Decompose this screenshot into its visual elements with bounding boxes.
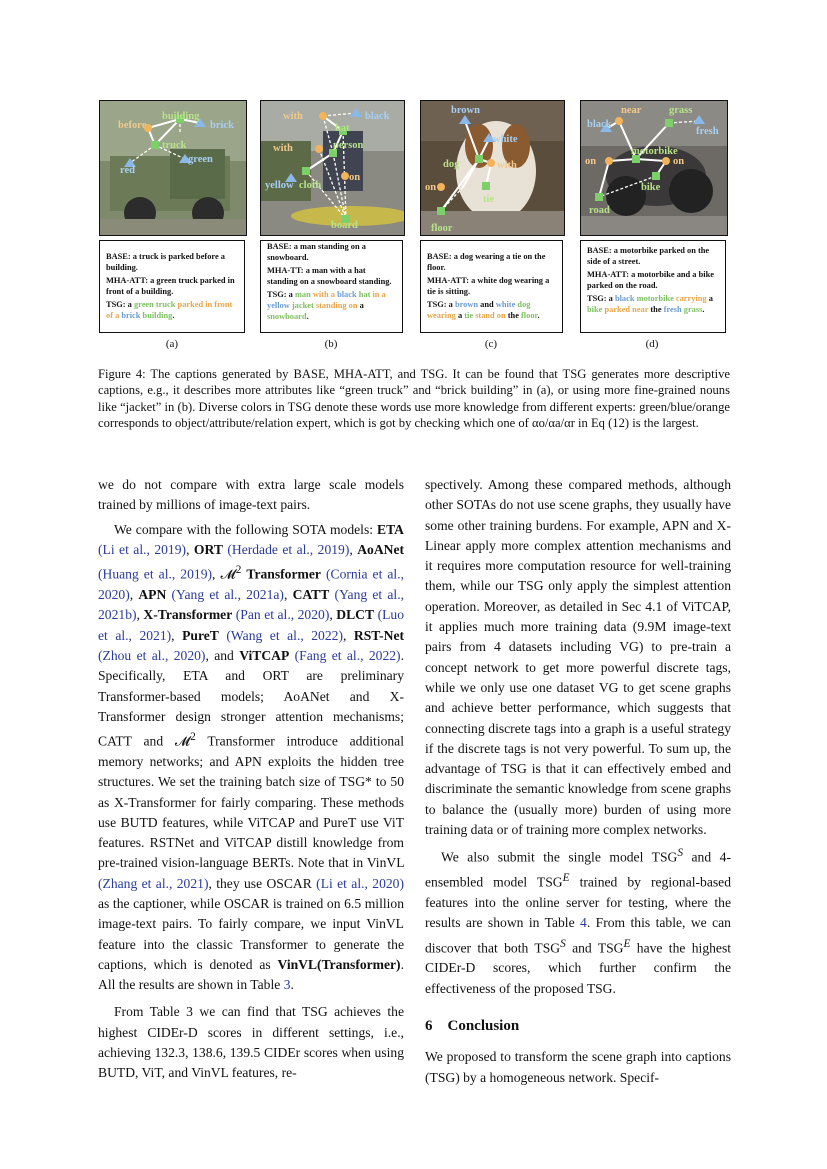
subfigure-label-d: (d) (645, 338, 659, 350)
label-cloth: cloth (299, 180, 322, 191)
tsg-token: and (478, 300, 496, 310)
tsg-token: standing on (313, 300, 358, 310)
label-with-2: with (273, 143, 293, 154)
panel-b-image (260, 100, 405, 236)
label-red: red (120, 165, 135, 176)
label-tie: tie (483, 194, 495, 205)
tsg-token: grass (683, 304, 703, 314)
label-black: black (587, 119, 612, 130)
tsg-caption: TSG: a green truck parked in front of a brick building. (106, 300, 233, 320)
label-white: white (493, 134, 518, 145)
tsg-caption: TSG: a black motorbike carrying a bike parked near the fresh grass. (587, 294, 713, 314)
panel-a-image (99, 100, 247, 236)
tsg-token: green (133, 300, 154, 310)
label-near: near (621, 105, 642, 116)
label-green: green (188, 154, 213, 165)
label-on-1: on (585, 156, 597, 167)
tsg-caption: TSG: a brown and white dog wearing a tie stand on the floor. (427, 300, 540, 320)
tsg-token: . (306, 311, 309, 321)
right-paragraph-1: spectively. Among these compared methods, although other SOTAs do not use scene graphs, they usually have some other training burdens. For example, APN and X-Linear apply more complex attention mechanisms and it requires more computation resource for well-training them, while our TSG only apply the simplest attention operation. Moreover, as detailed in Sec 4.1 of ViTCAP, it applies much more training data (9.9M image-text pairs from 4 datasets including VG) to pre-train a concept network to get more powerful discrete tags, while we only use one dataset VG to get scene graphs and achieve better performance, which suggests that connecting discrete tags into a graph is a useful strategy if the discrete tags is not very powerful. To sum up, the advantage of TSG is that it can effectively embed and discriminate the semantic knowledge from scene graphs to balance the (usually more) burden of using more training data or of training more complex networks. (425, 477, 731, 838)
label-brick: brick (210, 120, 234, 131)
tsg-token: fresh (663, 304, 682, 314)
label-truck: truck (162, 140, 187, 151)
mha-caption: MHA-ATT: a green truck parked in front of a building. (106, 276, 235, 296)
label-before: before (118, 120, 147, 131)
tsg-token: wearing (427, 310, 456, 320)
mha-caption: MHA-ATT: a white dog wearing a tie is sitting. (427, 276, 550, 296)
label-yellow: yellow (265, 180, 294, 191)
base-caption: BASE: a dog wearing a tie on the floor. (427, 252, 546, 272)
tsg-token: white (495, 300, 516, 310)
tsg-token: building (140, 310, 173, 320)
label-fresh: fresh (696, 126, 719, 137)
panel-b-captions (260, 240, 403, 333)
tsg-token: . (172, 310, 175, 320)
subfigure-label-b: (b) (324, 338, 338, 350)
tsg-token: truck (155, 300, 176, 310)
tsg-token: motorbike (636, 294, 674, 304)
tsg-token: bike (587, 304, 603, 314)
mha-caption: MHA-ATT: a motorbike and a bike parked on the road. (587, 270, 714, 290)
tsg-token: in a (370, 290, 386, 300)
panel-a-captions (99, 240, 245, 333)
tsg-token: tie (464, 310, 474, 320)
subfigure-label-a: (a) (165, 338, 179, 350)
tsg-token: man (294, 290, 311, 300)
label-board: board (331, 220, 358, 231)
label-road: road (589, 205, 610, 216)
tsg-token: brick (121, 310, 141, 320)
label-with-1: with (283, 111, 303, 122)
tsg-token: a (455, 310, 465, 320)
section-heading: 6 Conclusion (425, 1018, 520, 1035)
tsg-token: black (614, 294, 635, 304)
tsg-token: parked in front of a (106, 300, 233, 320)
label-bike: bike (641, 182, 661, 193)
tsg-token: with a (310, 290, 338, 300)
base-caption: BASE: a man standing on a snowboard. (267, 242, 366, 262)
panel-c-image (420, 100, 565, 236)
left-column (98, 475, 404, 1084)
tsg-token: floor (521, 310, 538, 320)
tsg-token: . (537, 310, 540, 320)
label-on-2: on (673, 156, 685, 167)
label-black: black (365, 111, 390, 122)
figure-caption: Figure 4: The captions generated by BASE, MHA-ATT, and TSG. It can be found that TSG generates more descriptive captions, e.g., it describes more attributes like “green truck” and “brick building” in (a), or using more fine-grained nouns like “jacket” in (b). Diverse colors in TSG denote these words use more knowledge from different experts: green/blue/orange corresponds to object/attribute/relation expert, which is got by checking which one of αo/αa/αr in Eq (12) is the largest. (98, 367, 730, 431)
tsg-token: a (706, 294, 713, 304)
label-floor: floor (431, 223, 453, 234)
left-paragraph-2: We compare with the following SOTA models: ETA (Li et al., 2019), ORT (Herdade et al., 2019), AoANet (Huang et al., 2019), 𝓜$^2$ Transformer (Cornia et al., 2020), APN (Yang et al., 2021a), CATT (Yang et al., 2021b), X-Transformer (Pan et al., 2020), DLCT (Luo et al., 2021), PureT (Wang et al., 2022), RST-Net (Zhou et al., 2020), and ViTCAP (Fang et al., 2022). Specifically, ETA and ORT are preliminary Transformer-based models; AoANet and X-Transformer design stronger attention mechanisms; CATT and 𝓜$^2$ Transformer introduce additional memory networks; and APN exploits the hidden tree structures. We set the training batch size of TSG* to 50 as X-Transformer for fairly comparing. These methods use BUTD features, while ViTCAP and PureT use ViT features. RSTNet and ViTCAP distill knowledge from pre-trained vision-language BERTs. Note that in VinVL (Zhang et al., 2021), they use OSCAR (Li et al., 2020) as the captioner, while OSCAR is trained on 6.5 million image-text pairs. To fairly compare, we input VinVL feature into the classic Transformer to generate the captions, which is denoted as VinVL(Transformer). All the results are shown in Table 3. (98, 521, 405, 993)
subfigure-label-c: (c) (484, 338, 498, 350)
tsg-token: a (357, 300, 364, 310)
panel-c-captions (420, 240, 563, 333)
right-paragraph-2: We also submit the single model $TSG^S$ and 4-ensembled model $TSG^E$ trained by regional-based features into the online server for testing, where the results are shown in Table 4. From this table, we can discover that both $TSG^S$ and $TSG^E$ have the highest CIDEr-D scores, which further confirm the effectiveness of the proposed TSG. (425, 847, 732, 996)
label-hat: hat (335, 123, 350, 134)
tsg-token: the (648, 304, 664, 314)
label-motorbike: motorbike (631, 146, 678, 157)
panel-d-image (580, 100, 728, 236)
tsg-token: snowboard (267, 311, 307, 321)
base-caption: BASE: a truck is parked before a building. (106, 252, 225, 272)
label-person: person (333, 140, 364, 151)
right-paragraph-3: We proposed to transform the scene graph into captions (TSG) by a homogeneous network. Specif- (425, 1049, 731, 1085)
tsg-token: the (505, 310, 522, 320)
tsg-token: jacket (291, 300, 314, 310)
tsg-token: brown (454, 300, 479, 310)
label-dog: dog (443, 159, 460, 170)
label-with: with (497, 160, 517, 171)
label-on: on (425, 182, 437, 193)
panel-d-captions (580, 240, 726, 333)
tsg-token: hat (358, 290, 371, 300)
tsg-caption: TSG: a man with a black hat in a yellow jacket standing on a snowboard. (267, 290, 386, 321)
tsg-token: dog (517, 300, 531, 310)
right-column (425, 475, 731, 1088)
left-paragraph-1: we do not compare with extra large scale models trained by millions of image-text pairs. (98, 477, 404, 513)
base-caption: BASE: a motorbike parked on the side of a street. (587, 246, 710, 266)
label-grass: grass (669, 105, 693, 116)
tsg-token: carrying (673, 294, 707, 304)
tsg-token: . (702, 304, 705, 314)
label-on: on (349, 172, 361, 183)
left-paragraph-3: From Table 3 we can find that TSG achieves the highest CIDEr-D scores in different settings, i.e., achieving 132.3, 138.6, 139.5 CIDEr scores when using BUTD, ViT, and VinVL features, re- (98, 1004, 404, 1081)
tsg-token: black (337, 290, 357, 300)
tsg-token: stand on (473, 310, 506, 320)
mha-caption: MHA-TT: a man with a hat standing on a snowboard standing. (267, 266, 392, 286)
tsg-token: yellow (267, 300, 290, 310)
label-brown: brown (451, 105, 480, 116)
tsg-token: parked near (602, 304, 649, 314)
label-building: building (162, 111, 200, 122)
